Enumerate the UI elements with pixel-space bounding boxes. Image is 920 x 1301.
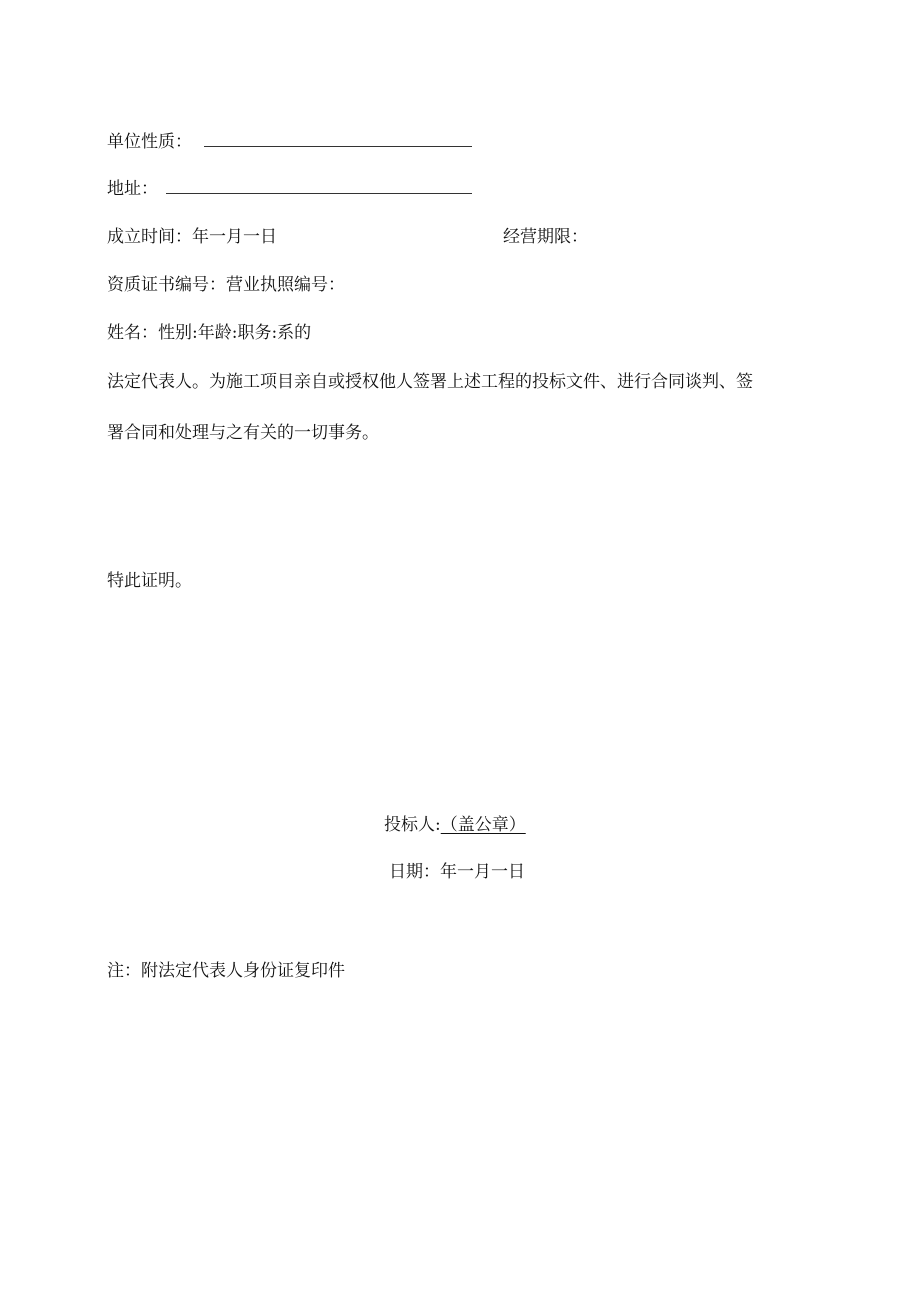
- authorization-text-line-2: 署合同和处理与之有关的一切事务。: [107, 423, 379, 443]
- bidder-signature: [384, 814, 526, 836]
- address-label: 地址：: [107, 179, 158, 199]
- person-info: 姓名：性别:年龄:职务:系的: [107, 323, 312, 343]
- certify-statement: 特此证明。: [107, 571, 192, 591]
- signature-date: 日期：年一月一日: [389, 862, 525, 882]
- operating-period-label: 经营期限：: [503, 227, 588, 247]
- address-row: [107, 177, 472, 200]
- bidder-label: 投标人:: [384, 815, 441, 835]
- unit-nature-row: [107, 130, 472, 153]
- address-field[interactable]: [166, 177, 472, 194]
- seal-placeholder: （盖公章）: [440, 815, 526, 835]
- unit-nature-field[interactable]: [204, 130, 472, 147]
- authorization-text-line-1: 法定代表人。为施工项目亲自或授权他人签署上述工程的投标文件、进行合同谈判、签: [107, 372, 753, 392]
- attachment-note: 注：附法定代表人身份证复印件: [107, 961, 345, 981]
- certificate-numbers: 资质证书编号：营业执照编号：: [107, 275, 345, 295]
- unit-nature-label: 单位性质：: [107, 132, 192, 152]
- established-date: 成立时间：年一月一日: [107, 227, 277, 247]
